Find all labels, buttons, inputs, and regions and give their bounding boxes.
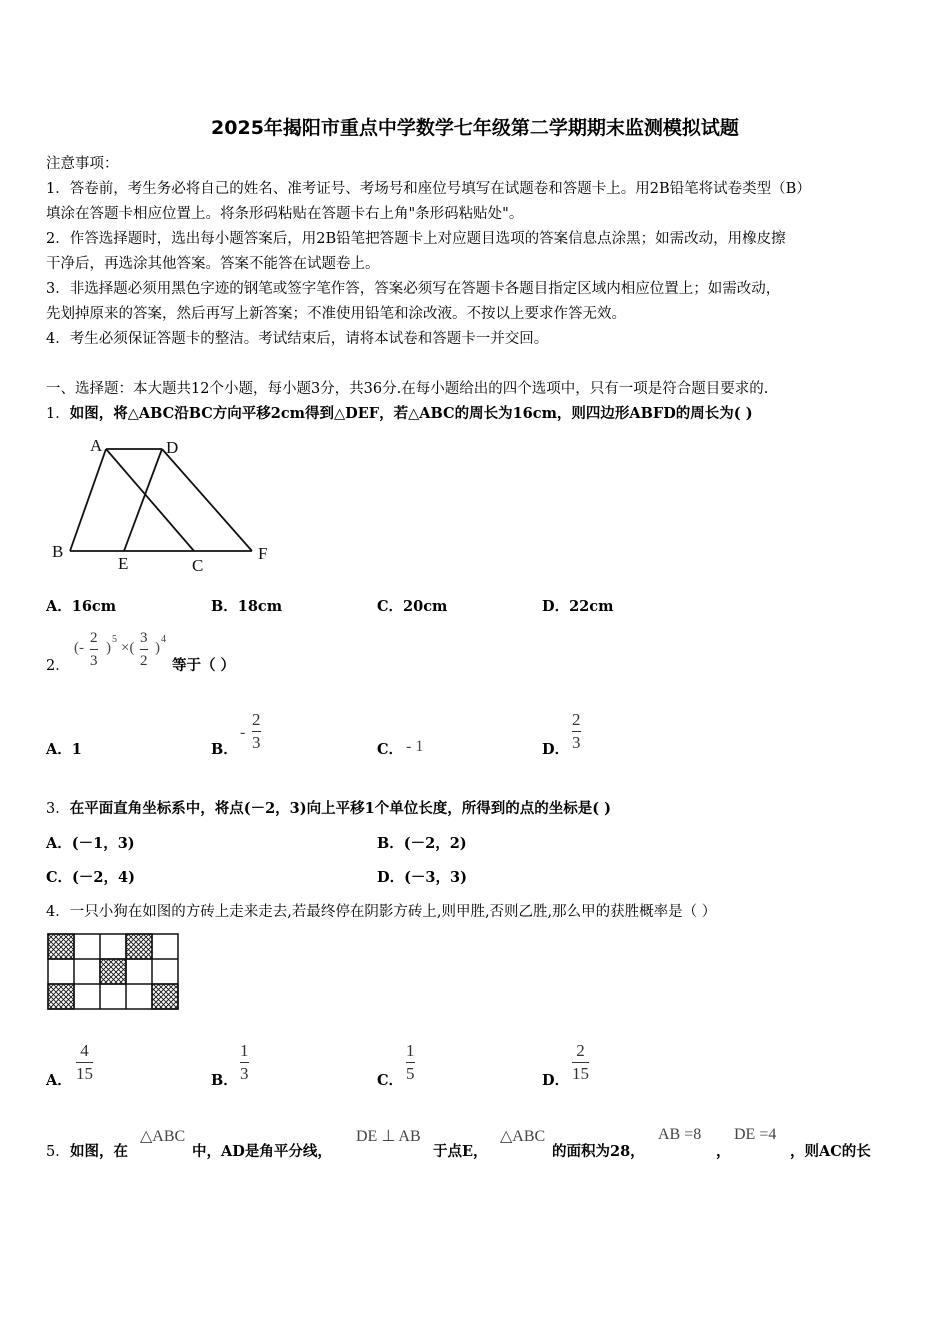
q4-tile-grid-figure [46,932,182,1012]
option-a[interactable]: A． [46,1072,72,1089]
option-c[interactable]: C．20cm [377,598,448,615]
option-c-value: - 1 [406,738,424,755]
question-number: 4． [46,904,70,920]
option-b-fraction: 1 3 [240,1041,249,1083]
notice-line: 干净后，再选涂其他答案。答案不能答在试题卷上。 [46,256,380,272]
vertex-label-f: F [258,544,268,563]
option-d-fraction: 2 15 [572,1041,589,1083]
notice-heading: 注意事项： [46,156,119,172]
vertex-label-a: A [90,436,103,455]
math-de-perp-ab: DE ⊥ AB [356,1128,421,1145]
option-d[interactable]: D．22cm [542,598,614,615]
question-number: 5． [46,1144,70,1160]
question-4 [46,900,716,921]
option-a[interactable]: A．16cm [46,598,117,615]
question-text: 中，AD是角平分线， [192,1143,332,1160]
section-heading: 一、选择题：本大题共12个小题，每小题3分，共36分.在每小题给出的四个选项中，只有一项是符合题目要求的. [46,381,769,397]
option-b[interactable]: B． [211,1072,238,1089]
option-b-fraction: 2 3 [252,710,261,752]
option-a-fraction: 4 15 [76,1041,93,1083]
option-a[interactable]: A．1 [46,741,82,758]
question-text: 一只小狗在如图的方砖上走来走去,若最终停在阴影方砖上,则甲胜,否则乙胜,那么甲的获胜概率是（ ） [69,904,717,920]
option-b[interactable]: B． [211,741,238,758]
q1-trapezoid-figure [46,435,286,575]
question-number: 1． [46,406,70,422]
question-number: 3． [46,801,70,817]
question-text: ，则AC的长 [790,1143,871,1160]
question-text: 等于（ ） [172,657,236,674]
vertex-label-e: E [118,554,129,573]
question-3 [46,797,611,818]
question-text: ， [716,1143,731,1160]
notice-line: 4．考生必须保证答题卡的整洁。考试结束后，请将本试卷和答题卡一并交回。 [46,331,549,347]
vertex-label-b: B [52,542,64,561]
question-text: 如图，将△ABC沿BC方向平移2cm得到△DEF，若△ABC的周长为16cm，则四边形ABFD的周长为( ) [69,405,753,422]
question-text: 于点E， [433,1143,488,1160]
notice-line: 填涂在答题卡相应位置上。将条形码粘贴在答题卡右上角"条形码粘贴处"。 [46,206,524,222]
notice-line: 先划掉原来的答案，然后再写上新答案；不准使用铅笔和涂改液。不按以上要求作答无效。 [46,306,626,322]
math-ab-equals: AB =8 [658,1126,702,1143]
option-c[interactable]: C． [377,1072,404,1089]
option-c-fraction: 1 5 [406,1041,415,1083]
question-1 [46,402,753,423]
notice-line: 2．作答选择题时，选出每小题答案后，用2B铅笔把答题卡上对应题目选项的答案信息点涂黑；如需改动，用橡皮擦 [46,231,786,247]
question-text: 在平面直角坐标系中，将点(－2，3)向上平移1个单位长度，所得到的点的坐标是( ) [69,800,611,817]
math-triangle-abc: △ABC [500,1128,546,1145]
option-d-fraction: 2 3 [572,710,581,752]
option-d[interactable]: D． [542,741,570,758]
vertex-label-d: D [166,438,179,457]
option-c[interactable]: C．(－2，4) [46,869,135,886]
math-triangle-abc: △ABC [140,1128,186,1145]
notice-line: 1．答卷前，考生务必将自己的姓名、准考证号、考场号和座位号填写在试题卷和答题卡上。用2B铅笔将试卷类型（B） [46,181,811,197]
option-a[interactable]: A．(－1，3) [46,835,135,852]
question-text: 如图，在 [70,1143,128,1160]
option-d[interactable]: D． [542,1072,570,1089]
option-c[interactable]: C． [377,741,404,758]
page-title: 2025年揭阳市重点中学数学七年级第二学期期末监测模拟试题 [211,117,739,139]
option-b[interactable]: B．(－2，2) [377,835,467,852]
vertex-label-c: C [192,556,204,575]
option-d[interactable]: D．(－3，3) [377,869,467,886]
math-de-equals: DE =4 [734,1126,777,1143]
question-text: 的面积为28， [552,1143,645,1160]
question-number: 2． [46,658,70,674]
option-b[interactable]: B．18cm [211,598,283,615]
notice-line: 3．非选择题必须用黑色字迹的钢笔或签字笔作答，答案必须写在答题卡各题目指定区域内相应位置上；如需改动， [46,281,781,297]
option-b-sign: - [240,724,246,741]
